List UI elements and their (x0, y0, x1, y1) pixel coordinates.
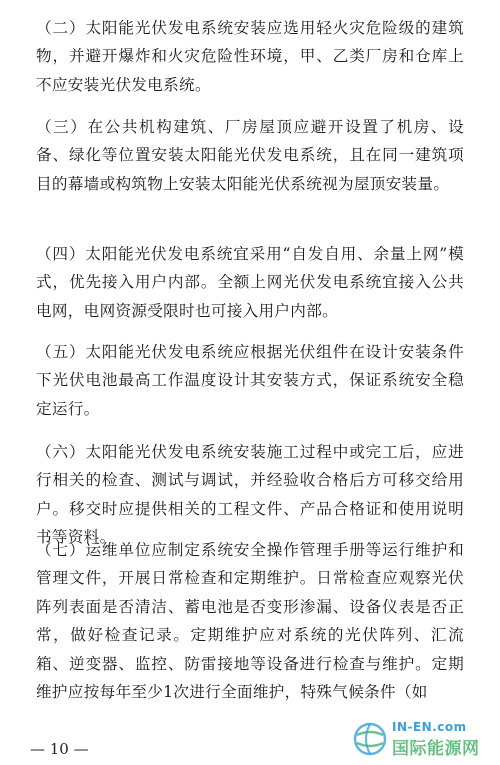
paragraph-7: （七）运维单位应制定系统安全操作管理手册等运行维护和管理文件，开展日常检查和定期维护。日常检查应观察光伏阵列表面是否清洁、蓄电池是否变形渗漏、设备仪表是否正常，做好检查记录。定期维护应对系统的光伏阵列、汇流箱、逆变器、监控、防雷接地等设备进行检查与维护。定期维护应按每年至少1次进行全面维护，特殊气候条件（如 (36, 541, 464, 702)
page-number: — 10 — (30, 740, 89, 758)
watermark-name: 国际能源网 (392, 739, 480, 759)
paragraph-5: （五）太阳能光伏发电系统应根据光伏组件在设计安装条件下光伏电池最高工作温度设计其安装方式，保证系统安全稳定运行。 (36, 343, 464, 418)
globe-logo-icon (352, 721, 388, 757)
site-watermark (352, 719, 494, 759)
paragraph-6: （六）太阳能光伏发电系统安装施工过程中或完工后，应进行相关的检查、测试与调试，并经验收合格后方可移交给用户。移交时应提供相关的工程文件、产品合格证和使用说明书等资料。 (36, 443, 464, 547)
paragraph-2: （二）太阳能光伏发电系统安装应选用轻火灾危险级的建筑物，并避开爆炸和火灾危险性环境，甲、乙类厂房和仓库上不应安装光伏发电系统。 (36, 19, 464, 94)
paragraph-4: （四）太阳能光伏发电系统宜采用“自发自用、余量上网”模式，优先接入用户内部。全额上网光伏发电系统宜接入公共电网，电网资源受限时也可接入用户内部。 (36, 245, 464, 320)
paragraph-3: （三）在公共机构建筑、厂房屋顶应避开设置了机房、设备、绿化等位置安装太阳能光伏发电系统，且在同一建筑项目的幕墙或构筑物上安装太阳能光伏系统视为屋顶安装量。 (36, 118, 464, 193)
watermark-site: IN-EN.com (392, 720, 467, 734)
